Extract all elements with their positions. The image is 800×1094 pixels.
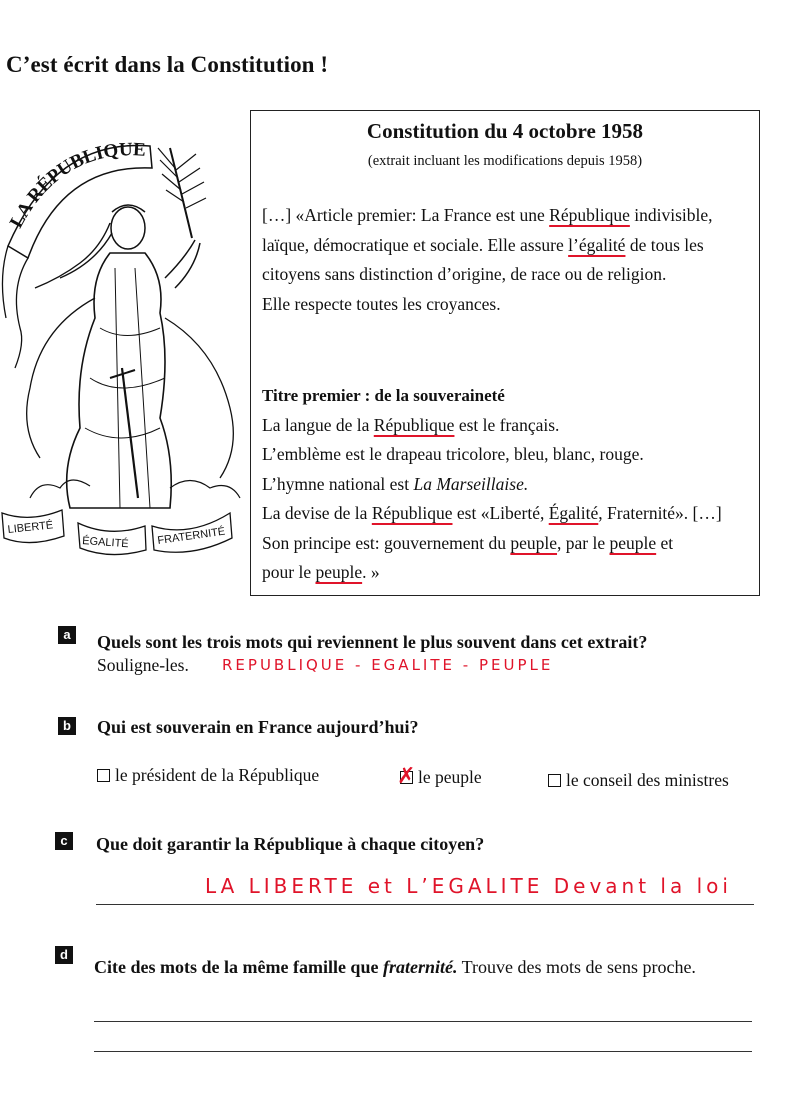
option-peuple[interactable]: ✗ le peuple [397, 764, 482, 789]
underlined-word: peuple [510, 532, 558, 553]
page-title: C’est écrit dans la Constitution ! [6, 52, 329, 77]
underlined-word: peuple [315, 562, 363, 582]
question-d-badge: d [55, 946, 73, 964]
article-premier: […] «Article premier: La France est une République indivisible, laïque, démocratique et sociale. Elle assure l’égalité de tous les citoyens sans distinction d’origine, de race ou de religion. Elle respecte toutes les croyances. [262, 205, 713, 314]
constitution-subtitle: (extrait incluant les modifications depuis 1958) [367, 153, 643, 169]
ribbon-fraternite: FRATERNITÉ [156, 525, 227, 547]
question-c-text: Que doit garantir la République à chaque citoyen? [96, 834, 485, 854]
question-a-answer: REPUBLIQUE - EGALITE - PEUPLE [222, 656, 554, 674]
answer-line-d-1[interactable] [94, 1021, 752, 1022]
ribbon-liberte: LIBERTÉ [7, 519, 54, 536]
checkbox-conseil[interactable] [548, 774, 561, 787]
underlined-word: peuple [609, 532, 657, 553]
question-a-instruction: Souligne-les. [97, 655, 189, 675]
question-a-badge: a [58, 626, 76, 644]
question-c-answer: LA LIBERTE et L’EGALITE Devant la loi [205, 874, 732, 898]
banner-text: LA RÉPUBLIQUE [5, 139, 147, 232]
underlined-word: l’égalité [568, 234, 626, 255]
underlined-word: République [371, 503, 453, 523]
option-conseil[interactable]: le conseil des ministres [548, 770, 729, 791]
checkbox-president[interactable] [97, 769, 110, 782]
constitution-excerpt-box [250, 110, 760, 596]
underlined-word: Égalité [548, 503, 599, 523]
question-c-badge: c [55, 832, 73, 850]
answer-line-d-2[interactable] [94, 1051, 752, 1052]
question-a-text: Quels sont les trois mots qui reviennent le plus souvent dans cet extrait? [97, 632, 648, 652]
option-president[interactable]: le président de la République [97, 765, 319, 786]
titre-heading: Titre premier : de la souveraineté [262, 386, 505, 405]
constitution-title: Constitution du 4 octobre 1958 [366, 119, 644, 143]
answer-line-c[interactable] [96, 904, 754, 905]
question-d-text: Cite des mots de la même famille que fraternité. Trouve des mots de sens proche. [94, 957, 696, 977]
question-b-badge: b [58, 717, 76, 735]
checkbox-peuple[interactable] [397, 764, 416, 789]
underlined-word: République [373, 414, 455, 435]
check-mark-icon: ✗ [397, 764, 416, 789]
ribbon-egalite: ÉGALITÉ [81, 535, 129, 551]
underlined-word: République [549, 205, 630, 225]
titre-premier: Titre premier : de la souveraineté La langue de la République est le français. L’emblème est le drapeau tricolore, bleu, blanc, rouge. L’hymne national est La Marseillaise. La devise de la République est «Liberté, Égalité, Fraternité». […] Son principe est: gouvernement du peuple, par le peuple et pour le peuple. » [262, 381, 757, 588]
marianne-illustration [0, 128, 248, 558]
question-b-text: Qui est souverain en France aujourd’hui? [97, 717, 419, 737]
